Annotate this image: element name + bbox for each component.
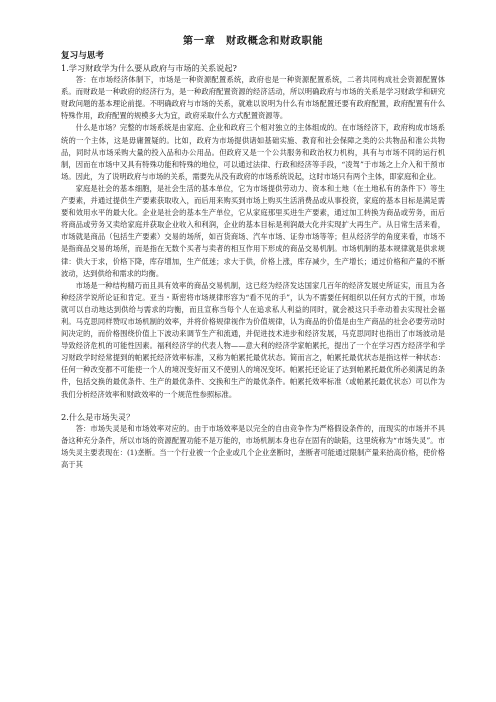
- q2-answer-paragraph-1: 答：市场失灵是和市场效率对应的。由于市场效率是以完全的自由竞争作为严格假设条件的，而现实的市场并不具备这种充分条件，所以市场的资源配置功能不是万能的，市场机制本身也存在固有的缺陷，这里统称为“市场失灵”。市场失灵主要表现在：(1)垄断。当一个行业被一个企业或几个企业垄断时，垄断者可能通过限制产量来抬高价格，使价格高于其: [61, 423, 445, 469]
- chapter-title: 第一章 财政概念和财政职能: [182, 35, 324, 47]
- q1-answer-paragraph-3: 家庭是社会的基本细胞，是社会生活的基本单位，它为市场提供劳动力、资本和土地（在土地私有的条件下）等生产要素，并通过提供生产要素获取收入，而后用来购买到市场上购买生活消费品或从事投资，家庭的基本目标是满足需要和效用水平的最大化。企业是社会的基本生产单位，它从家庭那里买进生产要素，通过加工转换为商品或劳务，而后将商品或劳务又卖给家庭并获取企业收入和利润，企业的基本目标是利润最大化并实现扩大再生产。从日常生活来看，市场就是商品（包括生产要素）交易的场所，如百货商场、汽车市场、证券市场等等；但从经济学的角度来看，市场不是指商品交易的场所，而是指在无数个买者与卖者的相互作用下形成的商品交易机制。市场机制的基本规律就是供求规律：供大于求，价格下降，库存增加，生产低迷；求大于供，价格上涨，库存减少，生产增长；通过价格和产量的不断波动，达到供给和需求的均衡。: [61, 183, 445, 278]
- q1-answer-paragraph-1: 答：在市场经济体制下，市场是一种资源配置系统，政府也是一种资源配置系统，二者共同构成社会资源配置体系。而财政是一种政府的经济行为，是一种政府配置资源的经济活动，所以明确政府与市场的关系是学习财政学和研究财政问题的基本理论前提。不明确政府与市场的关系，就难以说明为什么有市场配置还要有政府配置，政府配置有什么特殊作用，政府配置的规模多大为宜，政府采取什么方式配置资源等。: [61, 75, 445, 121]
- section-heading: 复习与思考: [61, 51, 104, 61]
- q1-answer-paragraph-2: 什么是市场？完整的市场系统是由家庭、企业和政府三个相对独立的主体组成的。在市场经济下，政府构成市场系统的一个主体，这是毋庸置疑的。比如，政府为市场提供诸如基础实施、教育和社会保障之类的公共物品和准公共物品，同时从市场采购大量的投入品和办公用品。但政府又是一个公共服务和政治权力机构，具有与市场不同的运行机制，因而在市场中又具有特殊功能和特殊的地位，可以通过法律、行政和经济等手段，“凌驾”于市场之上介入和干预市场。因此，为了说明政府与市场的关系，需要先从没有政府的市场系统说起，这时市场只有两个主体，即家庭和企业。: [61, 123, 445, 181]
- section-spacer: [61, 401, 445, 411]
- question-1: 1.学习财政学为什么要从政府与市场的关系说起?: [61, 63, 237, 73]
- q1-answer-paragraph-4: 市场是一种结构精巧而且具有效率的商品交易机制，这已经为经济发达国家几百年的经济发展史所证实，而且为各种经济学说所论证和肯定。亚当・斯密将市场规律形容为“看不见的手”，认为不需要任何组织以任何方式的干预，市场就可以自动地达到供给与需求的均衡，而且宣称当每个人在追求私人利益的同时，就会被这只手牵动着去实现社会福利。马克思同样赞叹市场机制的效率，并将价格规律视作为价值规律，认为商品的价值是由生产商品的社会必要劳动时间决定的，而价格围绕价值上下波动来调节生产和流通，并促进技术进步和经济发展，马克思同时也指出了市场波动是导致经济危机的可能性因素。福利经济学的代表人物——意大利的经济学家帕累托，提出了一个在学习西方经济学和学习财政学时经常提到的帕累托经济效率标准，又称为帕累托最优状态。简而言之，帕累托最优状态是指这样一种状态：任何一种改变都不可能使一个人的境况变好而又不使别人的境况变坏。帕累托还论证了达到帕累托最优所必须满足的条件，包括交换的最优条件、生产的最优条件、交换和生产的最优条件。帕累托效率标准（或帕累托最优状态）可以作为我们分析经济效率和财政效率的一个规范性参照标准。: [61, 280, 445, 399]
- question-2: 2.什么是市场失灵？: [61, 411, 135, 422]
